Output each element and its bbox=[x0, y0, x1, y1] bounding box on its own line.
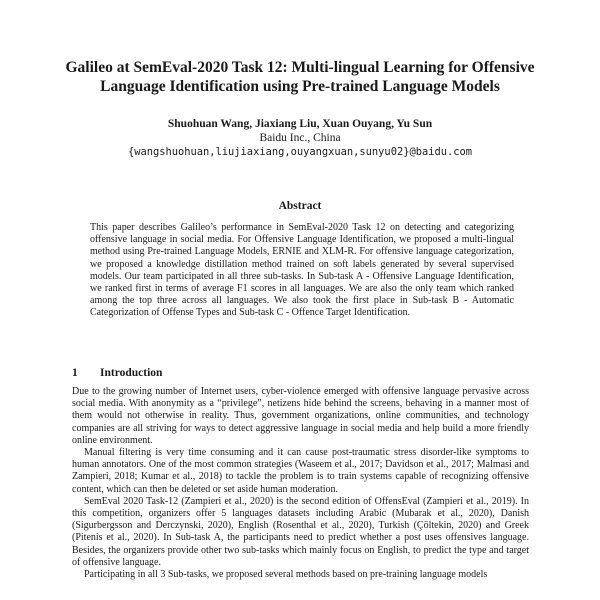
section-number: 1 bbox=[72, 367, 78, 379]
paragraph: Due to the growing number of Internet users, cyber-violence emerged with offensive language pervasive across social media. With anonymity as a “privilege”, netizens hide behind the screens, behaving in a manner most of them would not otherwise in reality. Thus, government organizations, online communities, and technology companies are all striving for ways to detect aggressive language in social media and help build a more friendly online environment. bbox=[72, 386, 529, 446]
author-emails: {wangshuohuan,liujiaxiang,ouyangxuan,sunyu02}@baidu.com bbox=[127, 146, 473, 158]
title-line-2: Language Identification using Pre-trained Language Models bbox=[100, 78, 500, 95]
section-heading bbox=[72, 366, 162, 380]
author-list: Shuohuan Wang, Jiaxiang Liu, Xuan Ouyang, Yu Sun bbox=[167, 118, 433, 130]
section-body bbox=[72, 386, 529, 581]
title-line-1: Galileo at SemEval-2020 Task 12: Multi-lingual Learning for Offensive bbox=[65, 59, 535, 76]
affiliation: Baidu Inc., China bbox=[259, 132, 341, 144]
paragraph: SemEval 2020 Task-12 (Zampieri et al., 2020) is the second edition of OffensEval (Zampieri et al., 2019). In this competition, organizers offer 5 languages datasets including Arabic (Mubarak et al., 2020), Danish (Sigurbergsson and Derczynski, 2020), English (Rosenthal et al., 2020), Turkish (Çöltekin, 2020) and Greek (Pitenis et al., 2020). In Sub-task A, the participants need to predict whether a post uses offensives language. Besides, the organizers provide other two sub-tasks which mainly focus on English, to predict the type and target of offensive language. bbox=[72, 495, 529, 568]
abstract-text: This paper describes Galileo’s performance in SemEval-2020 Task 12 on detecting and categorizing offensive language in social media. For Offensive Language Identification, we proposed a multi-lingual method using Pre-trained Language Models, ERNIE and XLM-R. For offensive language categorization, we proposed a knowledge distillation method trained on soft labels generated by several supervised models. Our team participated in all three sub-tasks. In Sub-task A - Offensive Language Identification, we ranked first in terms of average F1 scores in all languages. We are also the only team which ranked among the top three across all languages. We also took the first place in Sub-task B - Automatic Categorization of Offense Types and Sub-task C - Offence Target Identification. bbox=[90, 222, 514, 319]
paper-title bbox=[40, 58, 560, 96]
paragraph: Manual filtering is very time consuming and it can cause post-traumatic stress disorder-like symptoms to human annotators. One of the most common strategies (Waseem et al., 2017; Davidson et al., 2017; Malmasi and Zampieri, 2018; Kumar et al., 2018) to tackle the problem is to train systems capable of recognizing offensive content, which can then be deleted or set aside human moderation. bbox=[72, 447, 529, 495]
section-title: Introduction bbox=[100, 367, 163, 379]
paragraph: Participating in all 3 Sub-tasks, we proposed several methods based on pre-training language models bbox=[84, 569, 488, 581]
abstract-heading: Abstract bbox=[278, 200, 322, 212]
